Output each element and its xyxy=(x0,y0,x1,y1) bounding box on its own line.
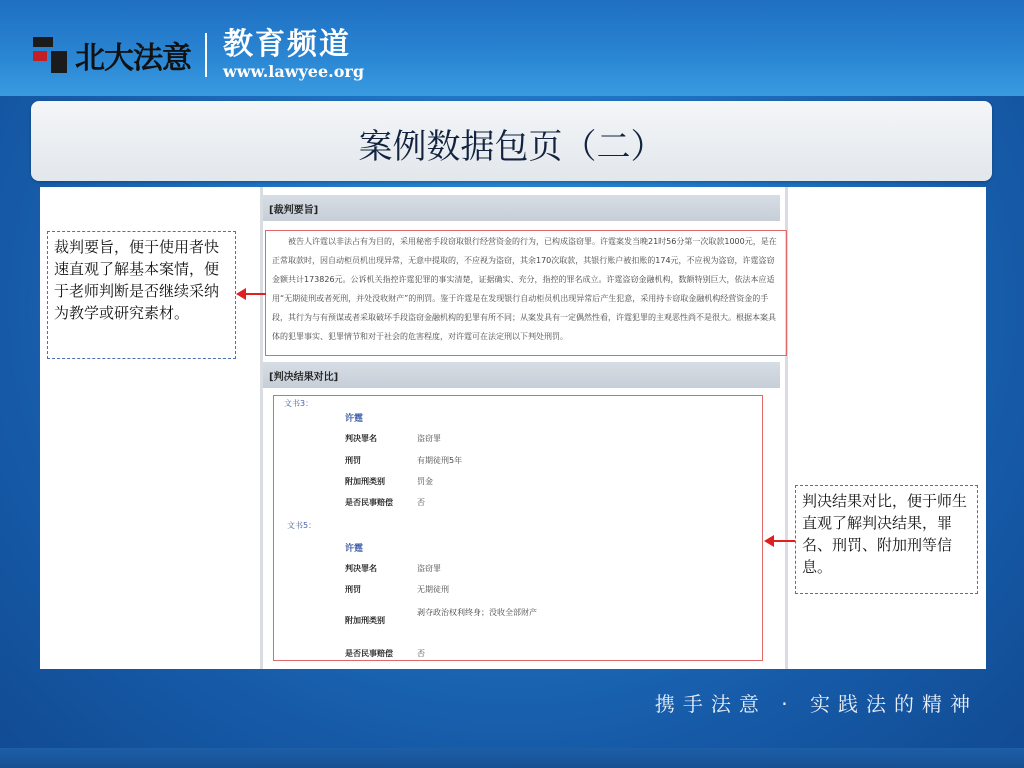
callout-ruling-summary: 裁判要旨，便于使用者快速直观了解基本案情，便于老师判断是否继续采纳为教学或研究素材。 xyxy=(47,231,236,359)
doc5-row-value: 盗窃罪 xyxy=(417,564,441,573)
doc5-row-key: 附加刑类别 xyxy=(345,616,385,625)
doc5-defendant: 许霆 xyxy=(345,544,364,554)
lawyee-logo-mark-icon xyxy=(33,35,71,75)
section-header-ruling-summary: [裁判要旨] xyxy=(263,195,780,221)
doc3-row-value: 否 xyxy=(417,498,425,507)
doc3-row-key: 刑罚 xyxy=(345,456,361,465)
callout-left-arrow-line xyxy=(246,293,266,295)
footer-slogan: 携手法意 · 实践法的精神 xyxy=(654,692,978,716)
arrow-left-icon xyxy=(764,535,774,547)
doc5-row-key: 判决罪名 xyxy=(345,564,377,573)
doc5-row-key: 刑罚 xyxy=(345,585,361,594)
doc3-row-value: 有期徒刑5年 xyxy=(417,456,463,465)
logo-brand: 北大法意 xyxy=(75,41,191,76)
header-band xyxy=(0,0,1024,96)
doc5-row-value: 剥夺政治权利终身；没收全部财产 xyxy=(417,608,537,617)
logo-divider xyxy=(205,33,207,77)
doc5-row-value: 否 xyxy=(417,649,425,658)
doc3-defendant: 许霆 xyxy=(345,414,364,424)
doc3-row-key: 附加刑类别 xyxy=(345,477,385,486)
callout-right-arrow-line xyxy=(774,540,795,542)
callout-verdict-comparison: 判决结果对比，便于师生直观了解判决结果，罪名、刑罚、附加刑等信息。 xyxy=(795,485,978,594)
doc5-label[interactable]: 文书5： xyxy=(287,521,317,530)
footer-band xyxy=(0,748,1024,768)
doc5-row-key: 是否民事赔偿 xyxy=(345,649,393,658)
section-header-verdict-comparison: [判决结果对比] xyxy=(263,362,780,388)
doc3-row-key: 判决罪名 xyxy=(345,434,377,443)
doc3-label[interactable]: 文书3： xyxy=(284,399,314,408)
doc3-row-key: 是否民事赔偿 xyxy=(345,498,393,507)
doc-border-left xyxy=(260,187,263,669)
ruling-summary-text xyxy=(272,232,782,350)
lawyee-logo xyxy=(33,27,365,81)
logo-channel: 教育频道 xyxy=(223,27,351,62)
ruling-summary-paragraph: 被告人许霆以非法占有为目的，采用秘密手段窃取银行经营资金的行为，已构成盗窃罪。许霆案发当晚21时56分第一次取款1000元，是在正常取款时，因自动柜员机出现异常，无意中提取的，不应视为盗窃，其余170次取款，其银行账户被扣账的174元，不应视为盗窃，许霆盗窃金额共计173826元。公诉机关指控许霆犯罪的事实清楚，证据确实、充分，指控的罪名成立。许霆盗窃金融机构，数额特别巨大，依法本应适用“无期徒刑或者死刑，并处没收财产”的刑罚。鉴于许霆是在发现银行自动柜员机出现异常后产生犯意，采用持卡窃取金融机构经营资金的手段，其行为与有预谋或者采取破坏手段盗窃金融机构的犯罪有所不同；从案发具有一定偶然性看，许霆犯罪的主观恶性尚不是很大。根据本案具体的犯罪事实、犯罪情节和对于社会的危害程度，对许霆可在法定刑以下判处刑罚。 xyxy=(272,237,777,341)
doc3-row-value: 罚金 xyxy=(417,477,433,486)
title-panel xyxy=(31,101,992,181)
doc5-row-value: 无期徒刑 xyxy=(417,585,449,594)
logo-url: www.lawyee.org xyxy=(223,62,365,81)
doc3-row-value: 盗窃罪 xyxy=(417,434,441,443)
page-title: 案例数据包页（二） xyxy=(358,127,665,167)
arrow-left-icon xyxy=(236,288,246,300)
